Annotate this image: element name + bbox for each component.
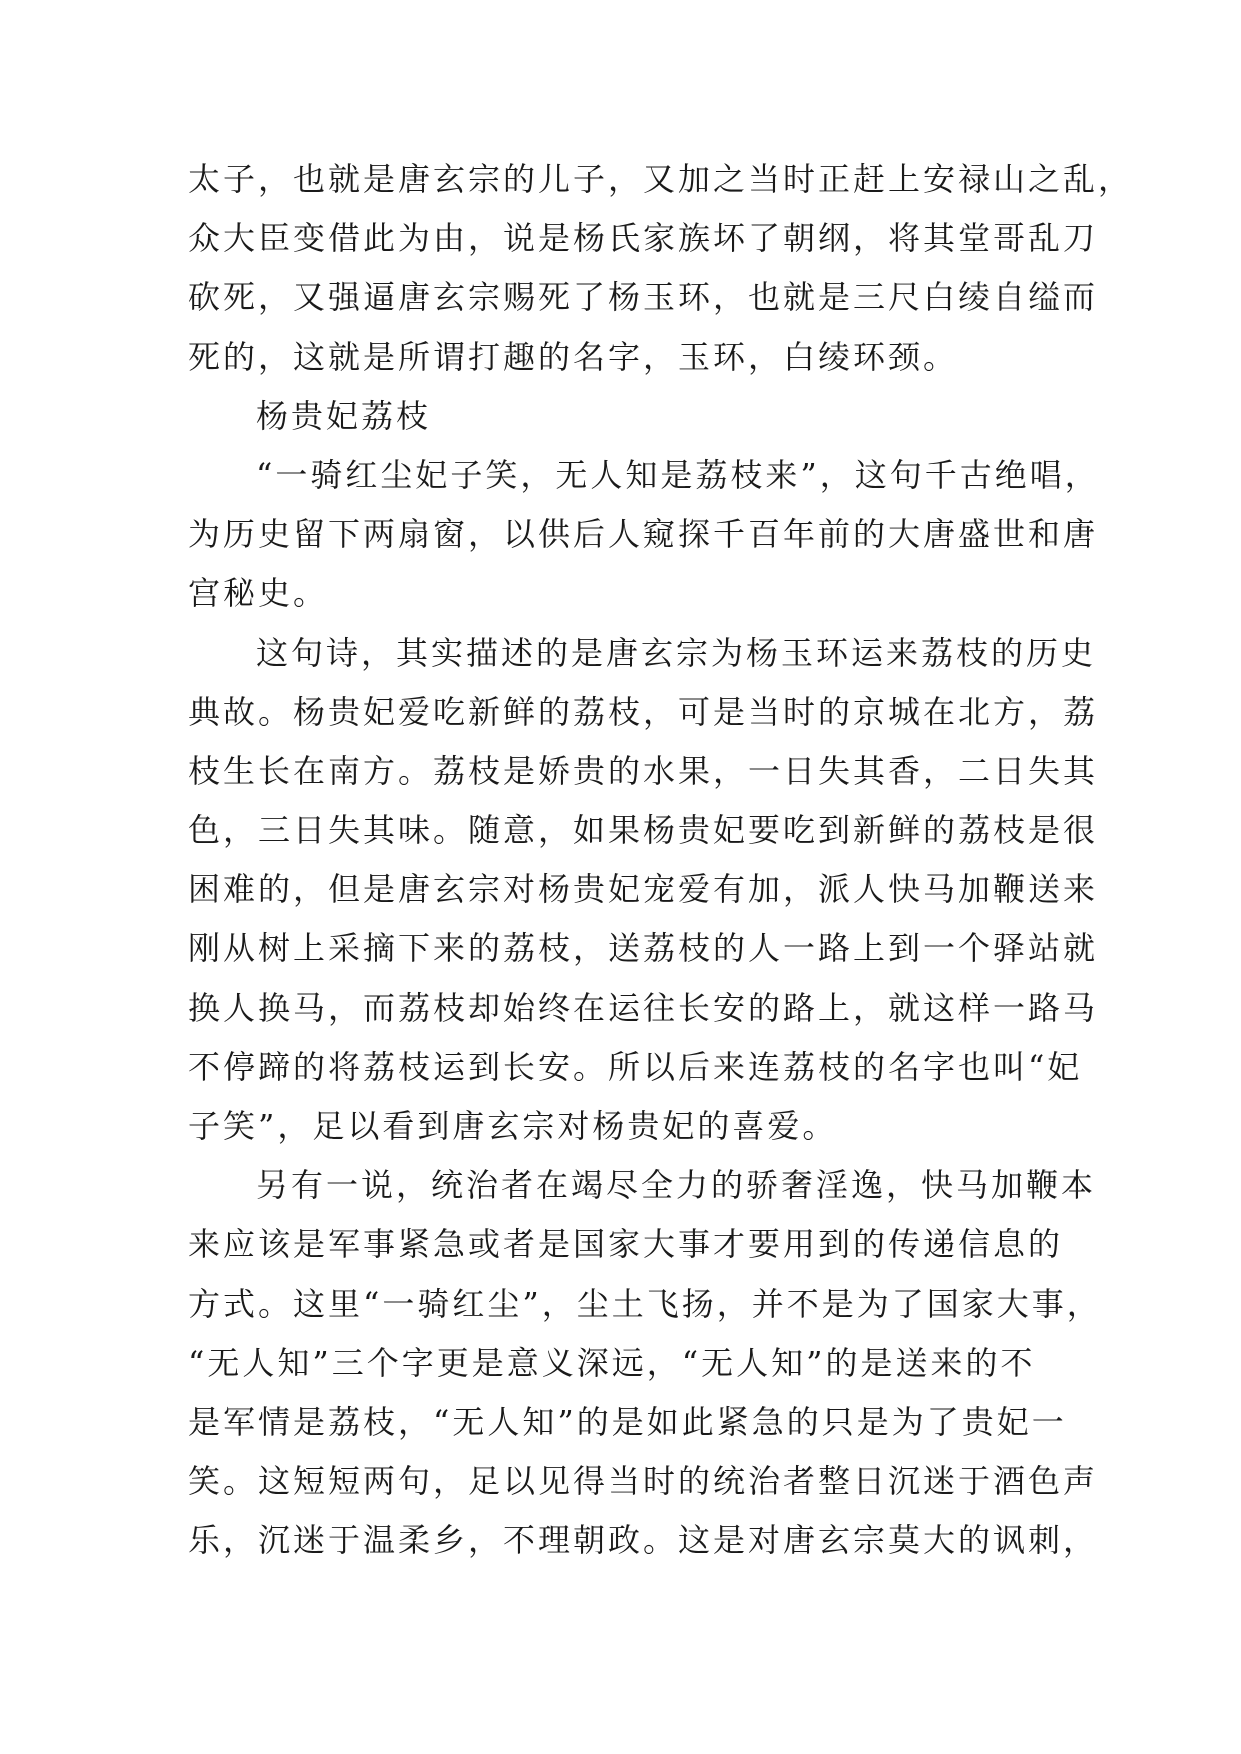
text-line: 子笑”，足以看到唐玄宗对杨贵妃的喜爱。 (188, 1107, 838, 1145)
text-line: 方式。这里“一骑红尘”，尘土飞扬，并不是为了国家大事， (188, 1284, 1102, 1323)
text-line: 为历史留下两扇窗，以供后人窥探千百年前的大唐盛世和唐 (188, 515, 1099, 554)
document-body (188, 150, 1134, 1571)
text-line: 色，三日失其味。随意，如果杨贵妃要吃到新鲜的荔枝是很 (188, 811, 1099, 850)
text-line: 是军情是荔枝，“无人知”的是如此紧急的只是为了贵妃一 (188, 1402, 1067, 1441)
paragraph-first-line: 这句诗，其实描述的是唐玄宗为杨玉环运来荔枝的历史 (256, 633, 1097, 672)
text-line: 枝生长在南方。荔枝是娇贵的水果，一日失其香，二日失其 (188, 751, 1099, 790)
text-line: 来应该是军事紧急或者是国家大事才要用到的传递信息的 (188, 1225, 1064, 1264)
text-line: 众大臣变借此为由，说是杨氏家族坏了朝纲，将其堂哥乱刀 (188, 219, 1099, 258)
text-line: 死的，这就是所谓打趣的名字，玉环，白绫环颈。 (188, 337, 959, 376)
paragraph-first-line: “一骑红尘妃子笑，无人知是荔枝来”，这句千古绝唱， (256, 455, 1100, 494)
text-line: 困难的，但是唐玄宗对杨贵妃宠爱有加，派人快马加鞭送来 (188, 870, 1099, 909)
text-line: 太子，也就是唐玄宗的儿子，又加之当时正赶上安禄山之乱， (188, 160, 1134, 198)
text-line: “无人知”三个字更是意义深远，“无人知”的是送来的不 (188, 1343, 1036, 1382)
text-line: 典故。杨贵妃爱吃新鲜的荔枝，可是当时的京城在北方，荔 (188, 692, 1099, 731)
text-line: 换人换马，而荔枝却始终在运往长安的路上，就这样一路马 (188, 988, 1099, 1027)
paragraph-first-line: 另有一说，统治者在竭尽全力的骄奢淫逸，快马加鞭本 (256, 1166, 1097, 1205)
text-line: 乐，沉迷于温柔乡，不理朝政。这是对唐玄宗莫大的讽刺， (188, 1521, 1099, 1560)
text-line: 不停蹄的将荔枝运到长安。所以后来连荔枝的名字也叫“妃 (188, 1047, 1083, 1086)
text-line: 宫秘史。 (188, 574, 329, 613)
section-heading: 杨贵妃荔枝 (256, 396, 432, 435)
text-line: 砍死，又强逼唐玄宗赐死了杨玉环，也就是三尺白绫自缢而 (188, 278, 1099, 317)
text-line: 笑。这短短两句，足以见得当时的统治者整日沉迷于酒色声 (188, 1462, 1099, 1501)
text-line: 刚从树上采摘下来的荔枝，送荔枝的人一路上到一个驿站就 (188, 929, 1099, 968)
